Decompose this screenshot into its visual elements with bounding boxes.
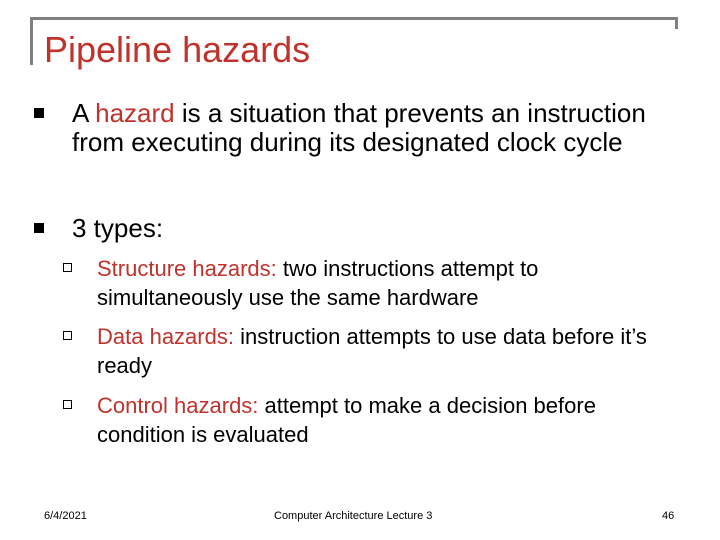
slide-title: Pipeline hazards — [44, 29, 311, 70]
sub-bullet-term: Control hazards: — [97, 393, 259, 418]
sub-bullet-text: two instructions attempt to simultaneously use the same hardware — [97, 256, 539, 310]
bullet-text-pre: A — [72, 98, 96, 128]
sub-bullet-text: attempt to make a decision before condition is evaluated — [97, 393, 596, 447]
sub-bullet-structure-hazards — [97, 254, 657, 312]
square-bullet-icon — [34, 108, 44, 118]
hollow-square-bullet-icon — [63, 263, 72, 272]
sub-bullet-term: Data hazards: — [97, 324, 234, 349]
bullet-text-post: is a situation that prevents an instruction from executing during its designated clock cycle — [72, 98, 646, 157]
footer-course-title: Computer Architecture Lecture 3 — [274, 510, 433, 522]
frame-top-line — [30, 17, 678, 20]
sub-bullet-text: instruction attempts to use data before it’s ready — [97, 324, 647, 378]
square-bullet-icon — [34, 223, 44, 233]
sub-bullet-term: Structure hazards: — [97, 256, 277, 281]
hollow-square-bullet-icon — [63, 400, 72, 409]
bullet-highlight-term: hazard — [95, 98, 175, 128]
sub-bullet-control-hazards — [97, 391, 657, 449]
footer-page-number: 46 — [662, 510, 675, 522]
sub-bullet-data-hazards — [97, 322, 657, 380]
frame-left-line — [30, 17, 33, 65]
bullet-hazard-definition — [72, 99, 672, 157]
footer-date: 6/4/2021 — [44, 510, 87, 522]
bullet-text: 3 types: — [72, 213, 164, 243]
bullet-types — [72, 214, 672, 243]
hollow-square-bullet-icon — [63, 331, 72, 340]
frame-right-line — [675, 17, 678, 29]
